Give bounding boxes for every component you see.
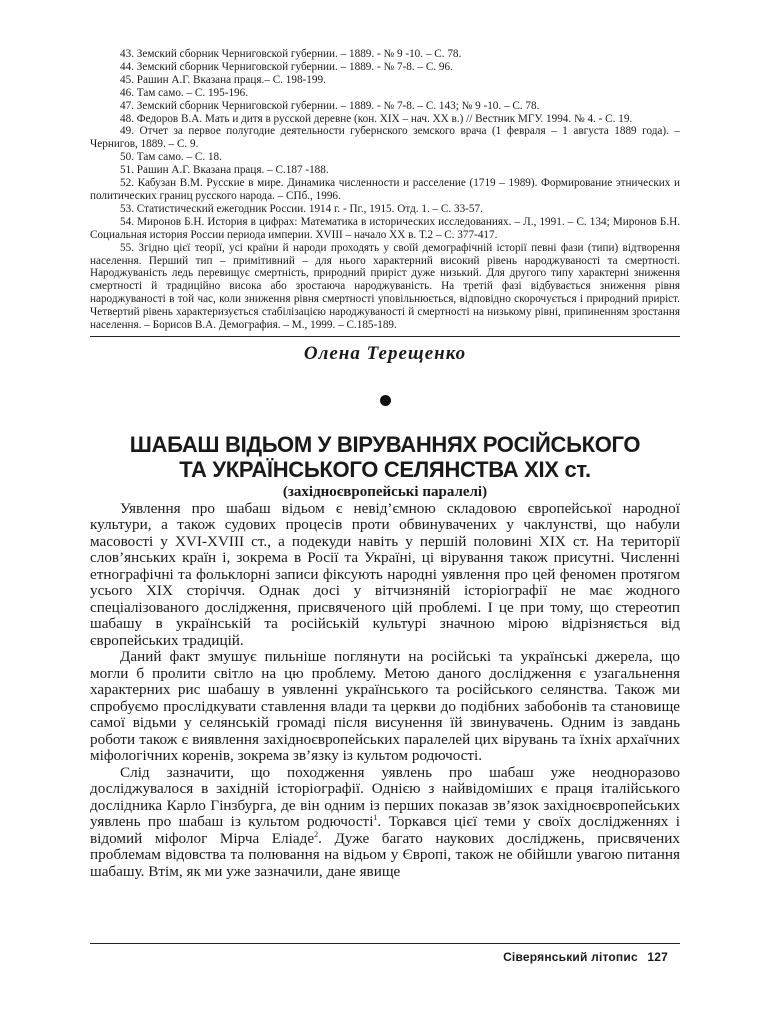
- endnotes: [90, 48, 680, 332]
- article-subtitle: (західноєвропейські паралелі): [282, 483, 488, 500]
- endnote-45: 45. Рашин А.Г. Вказана праця.– С. 198-199.: [120, 73, 326, 86]
- paragraph-3-part-b: . Торкався цієї теми у своїх дослідженнях і відомий міфолог Мірча Еліаде: [90, 813, 680, 847]
- paragraph-1: Уявлення про шабаш відьом є невід’ємною складовою європейської народної культури, а також судових процесів проти обвинувачених у чаклунстві, що набули масовості у XVI-XVIII ст., а подекуди навіть у першій половині XIX ст. На території слов’янських країн і, зокрема в Росії та Україні, ці вірування також присутні. Численні етнографічні та фольклорні записи фіксують народні уявлення про цей феномен протягом усього XIX сторіччя. Однак досі у вітчизняній історіографії не має жодного спеціалізованого дослідження, присвяченого цій проблемі. І це при тому, що стереотип шабашу в українській та російській культурі значною мірою відрізняється від європейських традицій.: [90, 499, 680, 649]
- endnote-43: 43. Земский сборник Черниговской губернии. – 1889. - № 9 -10. – С. 78.: [120, 48, 462, 60]
- title-line-2: ТА УКРАЇНСЬКОГО СЕЛЯНСТВА XIX ст.: [179, 456, 591, 482]
- paragraph-3-part-c: . Дуже багато наукових досліджень, присвячених проблемам відовства та полювання на відьом у Європі, також не обійшли увагою питання шабашу. Втім, як ми уже зазначили, дане явище: [90, 829, 680, 880]
- footnote-ref-2: 2: [314, 829, 319, 839]
- footnote-ref-1: 1: [373, 813, 378, 823]
- endnote-47: 47. Земский сборник Черниговской губернии. – 1889. - № 7-8. – С. 143; № 9 -10. – С. 78.: [120, 99, 540, 112]
- paragraph-3-part-a: Слід зазначити, що походження уявлень про шабаш уже неодноразово досліджувалося в західній історіографії. Однією з найвідоміших є праця італійського дослідника Карло Гінзбурга, де він одним із перших показав зв’язок західноєвропейських уявлень про шабаш із культом родючості: [90, 763, 680, 831]
- endnote-46: 46. Там само. – С. 195-196.: [120, 86, 249, 99]
- endnote-50: 50. Там само. – С. 18.: [120, 151, 222, 164]
- article-body: [90, 501, 680, 881]
- endnote-48: 48. Федоров В.А. Мать и дитя в русской деревне (кон. XIX – нач. XX в.) // Вестник МГУ. 1994. № 4. - С. 19.: [120, 112, 633, 125]
- journal-name: Сіверянський літопис: [503, 950, 638, 964]
- title-line-1: ШАБАШ ВІДЬОМ У ВІРУВАННЯХ РОСІЙСЬКОГО: [129, 431, 641, 457]
- endnote-49: 49. Отчет за первое полугодие деятельности губернского земского врача (1 февраля – 1 августа 1889 года). – Чернигов, 1889. – С. 9.: [90, 125, 680, 151]
- footer-divider: [90, 943, 680, 944]
- paragraph-3: [90, 765, 680, 881]
- page-footer: [503, 950, 668, 964]
- bullet-separator: [380, 395, 391, 406]
- endnote-44: 44. Земский сборник Черниговской губернии. – 1889. - № 7-8. – С. 96.: [120, 60, 453, 73]
- endnote-55: 55. Згідно цієї теорії, усі країни й народи проходять у своїй демографічній історії певні фази (типи) відтворення населення. Перший тип – примітивний – для нього характерний високий рівень народжуваності та смертності. Народжуваність ледь перевищує смертність, природний приріст дуже низький. Для другого типу характерні зниження смертності й традиційно висока або зростаюча народжуваність. На третій фазі відбувається зниження рівня народжуваності в той час, коли зниження рівня смертності уповільнюється, відповідно скорочується і природний приріст. Четвертий рівень характеризується стабілізацією народжуваності й смертності на низькому рівні, припиненням зростання населення. – Борисов В.А. Демография. – М., 1999. – С.185-189.: [90, 241, 680, 332]
- article-title: [90, 432, 680, 482]
- page-content: [90, 48, 680, 880]
- article-author: Олена Терещенко: [303, 342, 467, 364]
- endnote-52: 52. Кабузан В.М. Русские в мире. Динамика численности и расселение (1719 – 1989). Формирование этнических и политических границ русского народа. – СПб., 1996.: [90, 177, 680, 202]
- paragraph-2: Даний факт змушує пильніше поглянути на російські та українські джерела, що могли б пролити світло на цю проблему. Метою даного дослідження є узагальнення характерних рис шабашу в уявленні українського та російського селянства. Також ми спробуємо прослідкувати ставлення влади та церкви до подібних забобонів та становище самої відьми у селянській громаді після висунення їй звинувачень. Одним із завдань роботи також є виявлення західноєвропейських паралелей цих вірувань та їхніх архаїчних міфологічних коренів, зокрема зв’язку із культом родючості.: [90, 648, 680, 765]
- endnote-53: 53. Статистический ежегодник России. 1914 г. - Пг., 1915. Отд. 1. – С. 33-57.: [120, 202, 483, 215]
- section-divider: [90, 336, 680, 337]
- page-number: 127: [647, 950, 668, 964]
- endnote-54: 54. Миронов Б.Н. История в цифрах: Математика в исторических исследованиях. – Л., 1991. – С. 134; Миронов Б.Н. Социальная история России периода империи. XVIII – начало XX в. Т.2 – С. 377-417.: [90, 215, 680, 241]
- endnote-51: 51. Рашин А.Г. Вказана праця. – С.187 -188.: [120, 164, 329, 177]
